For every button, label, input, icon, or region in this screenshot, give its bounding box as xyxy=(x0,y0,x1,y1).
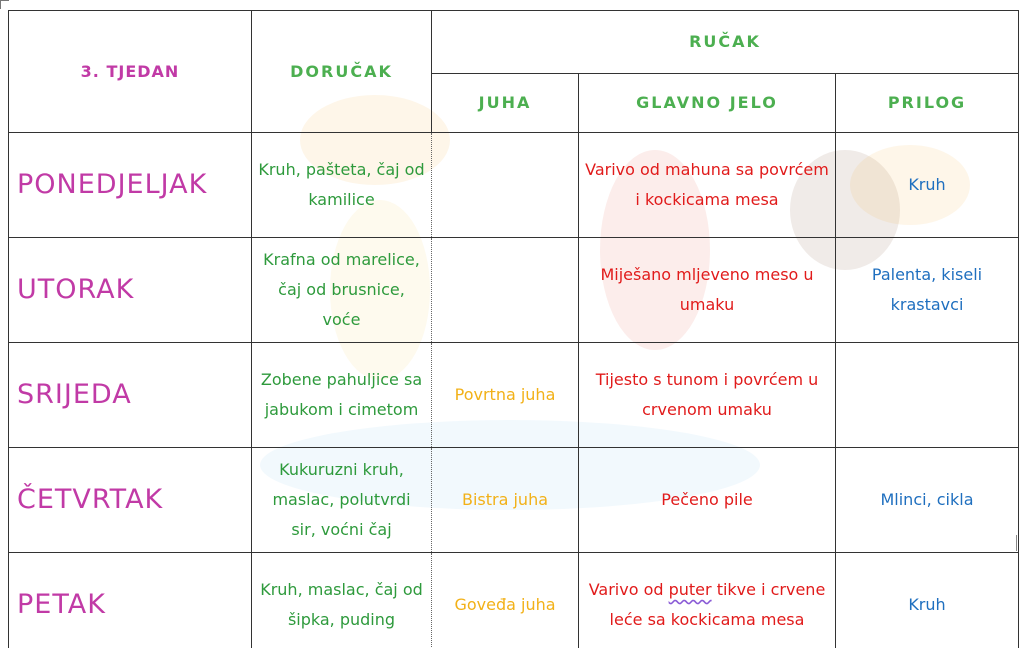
side-dish-cell: Mlinci, cikla xyxy=(836,448,1019,553)
table-row xyxy=(9,448,1019,553)
weekly-menu-table xyxy=(8,10,1019,648)
breakfast-cell: Kukuruzni kruh, maslac, polutvrdi sir, voćni čaj xyxy=(252,448,432,553)
breakfast-cell: Kruh, pašteta, čaj od kamilice xyxy=(252,133,432,238)
table-row xyxy=(9,553,1019,648)
breakfast-cell: Zobene pahuljice sa jabukom i cimetom xyxy=(252,343,432,448)
main-course-header: GLAVNO JELO xyxy=(579,74,836,133)
breakfast-cell: Krafna od marelice, čaj od brusnice, voće xyxy=(252,238,432,343)
table-row xyxy=(9,238,1019,343)
header-row xyxy=(9,11,1019,74)
soup-cell: Bistra juha xyxy=(432,448,579,553)
spellcheck-marked-word: puter xyxy=(668,580,712,599)
soup-header: JUHA xyxy=(432,74,579,133)
main-course-cell: Tijesto s tunom i povrćem u crvenom umaku xyxy=(579,343,836,448)
main-course-cell: Pečeno pile xyxy=(579,448,836,553)
side-dish-cell: Kruh xyxy=(836,133,1019,238)
table-row xyxy=(9,343,1019,448)
side-dish-cell xyxy=(836,343,1019,448)
side-dish-cell: Palenta, kiseli krastavci xyxy=(836,238,1019,343)
day-name: PONEDJELJAK xyxy=(9,133,252,238)
breakfast-cell: Kruh, maslac, čaj od šipka, puding xyxy=(252,553,432,648)
table-row xyxy=(9,133,1019,238)
page-corner-mark xyxy=(0,0,9,9)
side-dish-header: PRILOG xyxy=(836,74,1019,133)
day-name: ČETVRTAK xyxy=(9,448,252,553)
main-course-cell: Varivo od mahuna sa povrćem i kockicama mesa xyxy=(579,133,836,238)
soup-cell xyxy=(432,238,579,343)
week-label: 3. TJEDAN xyxy=(9,11,252,133)
main-course-text-start: Varivo od xyxy=(588,580,669,599)
day-name: SRIJEDA xyxy=(9,343,252,448)
lunch-header: RUČAK xyxy=(432,11,1019,74)
soup-cell: Goveđa juha xyxy=(432,553,579,648)
breakfast-header: DORUČAK xyxy=(252,11,432,133)
main-course-text-end: tikve i crvene leće sa kockicama mesa xyxy=(609,580,826,629)
soup-cell xyxy=(432,133,579,238)
main-course-cell: Miješano mljeveno meso u umaku xyxy=(579,238,836,343)
soup-cell: Povrtna juha xyxy=(432,343,579,448)
side-dish-cell: Kruh xyxy=(836,553,1019,648)
day-name: PETAK xyxy=(9,553,252,648)
day-name: UTORAK xyxy=(9,238,252,343)
main-course-cell xyxy=(579,553,836,648)
